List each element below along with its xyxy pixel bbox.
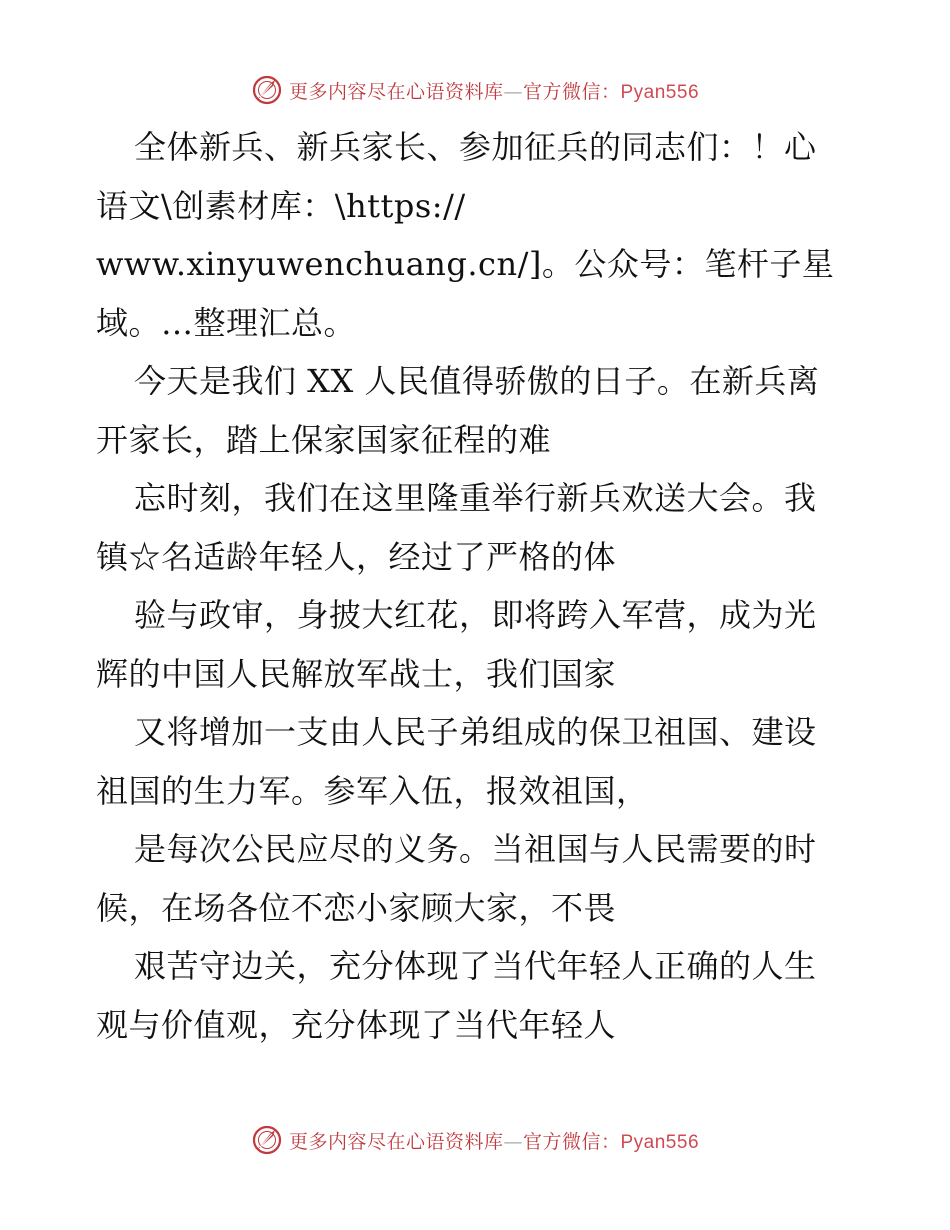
header-banner	[0, 70, 950, 110]
paragraph-line: 镇☆名适龄年轻人，经过了严格的体	[96, 537, 617, 576]
paragraph-line: 祖国的生力军。参军入伍，报效祖国，	[96, 771, 649, 810]
document-body	[96, 118, 856, 1054]
paragraph-line: 又将增加一支由人民子弟组成的保卫祖国、建设	[134, 713, 817, 751]
paragraph-line: 域。…整理汇总。	[96, 303, 357, 342]
paragraph-line: 艰苦守边关，充分体现了当代年轻人正确的人生	[134, 947, 817, 985]
quill-logo-icon	[251, 74, 283, 106]
footer-banner-main: 更多内容尽在心语资料库	[288, 1130, 504, 1153]
footer-banner-contact-prefix: 官方微信：	[522, 1130, 621, 1153]
paragraph-line: 开家长，踏上保家国家征程的难	[96, 420, 552, 459]
paragraph-line: 今天是我们 XX 人民值得骄傲的日子。在新兵离	[134, 362, 820, 400]
paragraph-line: 候，在场各位不恋小家顾大家，不畏	[96, 888, 617, 927]
footer-banner-contact-id: Pyan556	[620, 1131, 700, 1153]
paragraph-line: 观与价值观，充分体现了当代年轻人	[96, 1005, 617, 1044]
paragraph-line: 辉的中国人民解放军战士，我们国家	[96, 654, 617, 693]
footer-banner	[0, 1120, 950, 1160]
header-banner-contact-id: Pyan556	[620, 81, 700, 103]
header-banner-text	[289, 77, 699, 104]
header-banner-main: 更多内容尽在心语资料库	[288, 80, 504, 103]
paragraph-line: 验与政审，身披大红花，即将跨入军营，成为光	[134, 596, 817, 634]
paragraph-line: 是每次公民应尽的义务。当祖国与人民需要的时	[134, 830, 817, 868]
paragraph-line: 语文\创素材库：\https://	[96, 186, 466, 225]
header-banner-separator: —	[503, 80, 523, 103]
paragraph-line: 全体新兵、新兵家长、参加征兵的同志们：！心	[134, 128, 817, 166]
paragraph-line: 忘时刻，我们在这里隆重举行新兵欢送大会。我	[134, 479, 817, 517]
footer-banner-separator: —	[503, 1130, 523, 1153]
quill-logo-icon	[251, 1124, 283, 1156]
paragraph-line: www.xinyuwenchuang.cn/]。公众号：笔杆子星	[96, 245, 835, 283]
footer-banner-text	[289, 1127, 699, 1154]
header-banner-contact-prefix: 官方微信：	[522, 80, 621, 103]
